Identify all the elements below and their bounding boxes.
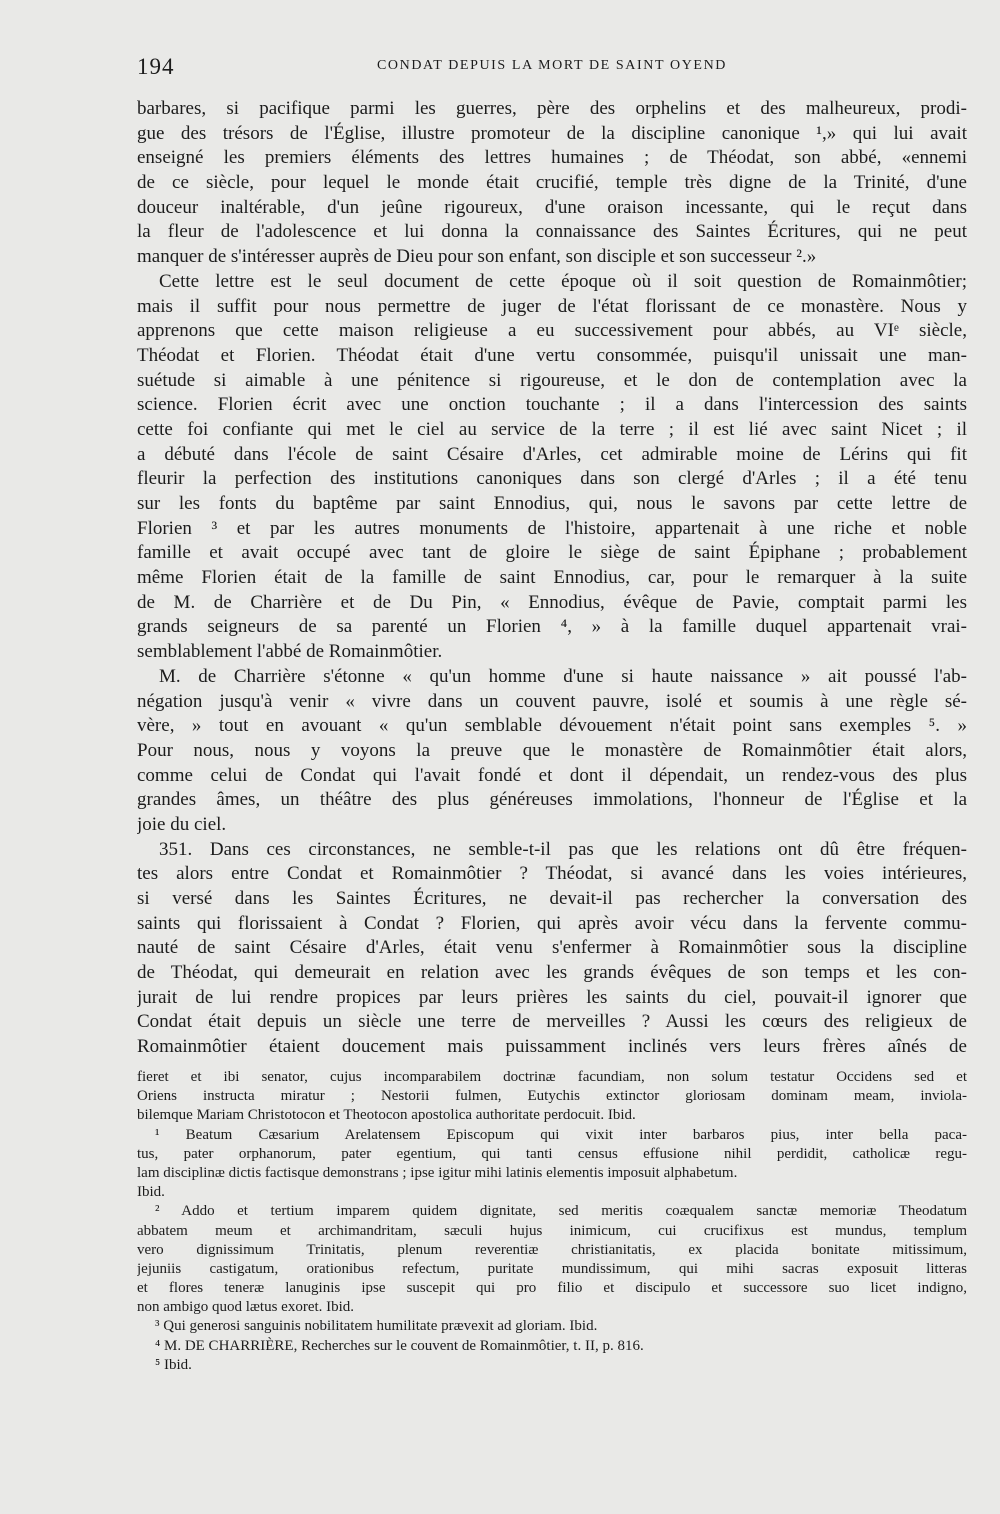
text-line: de ce siècle, pour lequel le monde était crucifié, temple très digne de la Trinité, d'une [137, 172, 967, 194]
text-line: Romainmôtier étaient doucement mais puissamment inclinés vers leurs frères aînés de [137, 1036, 967, 1058]
footnote-line: lam disciplinæ dictis factisque demonstrans ; ipse igitur mihi latinis elementis imposuit alphabetum. [137, 1164, 738, 1181]
text-line: douceur inaltérable, d'un jeûne rigoureux, d'une oraison incessante, qui le reçut dans [137, 196, 967, 218]
text-line: semblablement l'abbé de Romainmôtier. [137, 641, 443, 663]
text-line: mais il suffit pour nous permettre de juger de l'état florissant de ce monastère. Nous y [137, 295, 967, 317]
text-line: Condat était depuis un siècle une terre de merveilles ? Aussi les cœurs des religieux de [137, 1011, 967, 1033]
text-line: joie du ciel. [137, 813, 227, 835]
text-line: Cette lettre est le seul document de cette époque où il soit question de Romainmôtier; [159, 270, 967, 292]
text-line: grands seigneurs de sa parenté un Florien ⁴, » à la famille duquel appartenait vrai- [137, 616, 967, 638]
text-line: manquer de s'intéresser auprès de Dieu pour son enfant, son disciple et son successeur ².» [137, 246, 817, 268]
text-line: famille et avait occupé avec tant de gloire le siège de saint Épiphane ; probablement [137, 542, 967, 564]
page-header [137, 54, 967, 82]
text-line: Théodat et Florien. Théodat était d'une vertu consommée, puisqu'il unissait une man- [137, 344, 967, 366]
text-line: saints qui florissaient à Condat ? Florien, qui après avoir vécu dans la fervente commu- [137, 912, 967, 934]
text-line: science. Florien écrit avec une onction touchante ; il a dans l'intercession des saints [137, 394, 967, 416]
text-line: Florien ³ et par les autres monuments de l'histoire, appartenait à une riche et noble [137, 517, 967, 539]
footnote-line: ² Addo et tertium imparem quidem dignitate, sed meritis coæqualem sanctæ memoriæ Theodatum [155, 1203, 967, 1220]
footnote-line: ¹ Beatum Cæsarium Arelatensem Episcopum qui vixit inter barbaros pius, inter bella paca- [155, 1126, 967, 1143]
text-line: de Théodat, qui demeurait en relation avec les grands évêques de son temps et les con- [137, 962, 967, 984]
text-line: 351. Dans ces circonstances, ne semble-t-il pas que les relations ont dû être fréquen- [159, 838, 967, 860]
text-line: tes alors entre Condat et Romainmôtier ? Théodat, si avancé dans les voies intérieures, [137, 863, 967, 885]
text-line: la fleur de l'adolescence et lui donna la connaissance des Saintes Écritures, qui ne peut [137, 221, 967, 243]
text-line: jurait de lui rendre propices par leurs prières les saints du ciel, pouvait-il ignorer que [137, 986, 967, 1008]
text-line: de M. de Charrière et de Du Pin, « Ennodius, évêque de Pavie, comptait parmi les [137, 591, 967, 613]
text-line: sur les fonts du baptême par saint Ennodius, qui, nous le savons par cette lettre de [137, 493, 967, 514]
text-line: cette foi confiante qui met le ciel au service de la terre ; il est lié avec saint Nicet ; il [137, 418, 967, 440]
footnote-line: et flores teneræ lanuginis ipse suscepit qui pro filio et discipulo et successore suo licet indigno, [137, 1280, 967, 1297]
text-line: grandes âmes, un théâtre des plus généreuses immolations, l'honneur de l'Église et la [137, 789, 967, 811]
text-line: enseigné les premiers éléments des lettres humaines ; de Théodat, son abbé, «ennemi [137, 147, 967, 169]
text-line: vère, » tout en avouant « qu'un semblable dévouement n'était point sans exemples ⁵. » [137, 715, 967, 737]
footnote-line: non ambigo quod lætus exoret. Ibid. [137, 1299, 355, 1316]
footnote-line: jejuniis castigatum, orationibus refectum, puritate mundissimum, qui mihi sacras exposuit litteras [137, 1260, 967, 1277]
text-line: a débuté dans l'école de saint Césaire d'Arles, cet admirable moine de Lérins qui fit [137, 443, 967, 465]
footnote-line: ⁵ Ibid. [155, 1356, 192, 1373]
text-line: nauté de saint Césaire d'Arles, était venu s'enfermer à Romainmôtier sous la discipline [137, 937, 967, 959]
text-line: fleurir la perfection des institutions canoniques dans son clergé d'Arles ; il a été tenu [137, 468, 967, 490]
text-line: si versé dans les Saintes Écritures, ne devait-il pas rechercher la conversation des [137, 888, 967, 909]
footnote-line: fieret et ibi senator, cujus incomparabilem doctrinæ facundiam, non solum testatur Occidens sed et [137, 1069, 967, 1085]
text-line: suétude si aimable à une pénitence si rigoureuse, et le don de contemplation avec la [137, 369, 967, 391]
footnote-line: abbatem meum et archimandritam, sæculi hujus inimicum, cui crucifixus est mundus, templum [137, 1222, 967, 1239]
footnote-line: Oriens instructa miratur ; Nestorii fulmen, Eutychis extinctor gloriosam dominam meam, inviola- [137, 1088, 967, 1105]
footnote-line: Ibid. [137, 1184, 165, 1201]
text-line: négation jusqu'à venir « vivre dans un couvent pauvre, isolé et soumis à une règle sé- [137, 690, 967, 712]
footnote-line: tus, pater orphanorum, pater egentium, qui tanti census effusione nihil perdidit, catholicæ regu- [137, 1145, 967, 1162]
footnote-line: bilemque Mariam Christotocon et Theotocon apostolica authoritate perdocuit. Ibid. [137, 1107, 636, 1124]
text-line: gue des trésors de l'Église, illustre promoteur de la discipline canonique ¹,» qui lui avait [137, 122, 967, 144]
text-line: M. de Charrière s'étonne « qu'un homme d'une si haute naissance » ait poussé l'ab- [159, 665, 967, 687]
footnote-line: ⁴ M. DE CHARRIÈRE, Recherches sur le couvent de Romainmôtier, t. II, p. 816. [155, 1337, 644, 1354]
footnotes [137, 1068, 967, 1375]
text-line: barbares, si pacifique parmi les guerres, père des orphelins et des malheureux, prodi- [137, 98, 967, 119]
footnote-line: vero dignissimum Trinitatis, plenum reverentiæ christianitatis, ex placida bonitate mitissimum, [137, 1241, 967, 1258]
page-number: 194 [137, 54, 175, 79]
text-line: Pour nous, nous y voyons la preuve que le monastère de Romainmôtier était alors, [137, 739, 967, 761]
footnote-line: ³ Qui generosi sanguinis nobilitatem humilitate prævexit ad gloriam. Ibid. [155, 1318, 598, 1335]
text-line: apprenons que cette maison religieuse a eu successivement pour abbés, au VIᵉ siècle, [137, 320, 967, 342]
body-text [137, 97, 967, 1060]
text-line: même Florien était de la famille de saint Ennodius, car, pour le remarquer à la suite [137, 567, 967, 589]
running-title: CONDAT DEPUIS LA MORT DE SAINT OYEND [376, 58, 727, 73]
text-line: comme celui de Condat qui l'avait fondé et dont il dépendait, un rendez-vous des plus [137, 764, 967, 786]
